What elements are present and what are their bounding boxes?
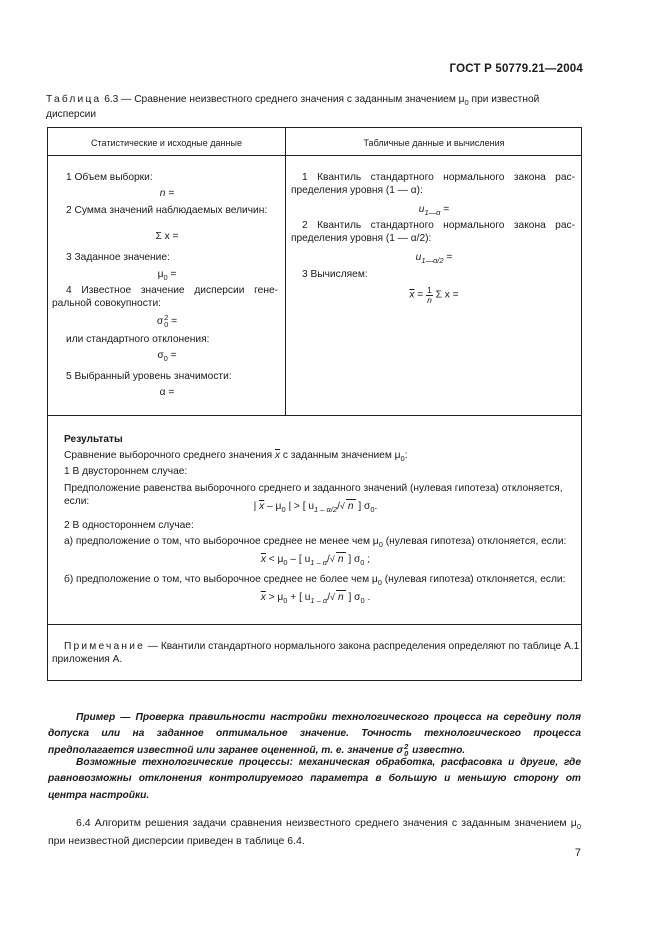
- right-item-1-eq: [288, 203, 580, 218]
- xbar-symbol: $\overline{x}$: [260, 554, 266, 565]
- left-item-3: 3 Заданное значение:: [66, 252, 170, 263]
- table-note: [64, 640, 579, 653]
- f2-part: /: [327, 554, 330, 565]
- right-item-2-eq: [288, 251, 580, 266]
- f2-sub: 0: [360, 558, 365, 567]
- u-symbol: u: [418, 204, 425, 215]
- mu-sub: 0: [378, 540, 383, 549]
- col-left-header: Статистические и исходные данные: [91, 138, 242, 148]
- f1-sub: 0: [370, 505, 375, 514]
- results-line1-a: Сравнение выборочного среднего значения: [64, 450, 275, 461]
- f2-part: ] σ: [345, 554, 361, 565]
- sigma-sub: 0: [164, 320, 169, 330]
- left-item-4-eq: [52, 314, 282, 328]
- formula-case-a: [48, 552, 583, 568]
- standard-code: ГОСТ Р 50779.21—2004: [449, 63, 583, 75]
- sqrt-n: n: [337, 554, 344, 565]
- table-caption-text: 6.3 — Сравнение неизвестного среднего значения с заданным значением μ: [104, 94, 465, 105]
- mu-sub: 0: [163, 273, 168, 282]
- sum-x: Σ x =: [432, 289, 459, 301]
- eq-sign: =: [443, 252, 453, 263]
- right-item-1-line2: пределения уровня (1 — α):: [291, 185, 423, 196]
- fraction-denominator: n: [427, 294, 432, 305]
- results-line1-b: с заданным значением μ: [280, 450, 401, 461]
- sigma-sup: 2: [404, 741, 409, 751]
- f3-part: + [ u: [287, 592, 311, 603]
- f1-part: ] σ: [355, 501, 371, 512]
- results-line1-c: :: [404, 450, 408, 461]
- col-right-header: Табличные данные и вычисления: [363, 138, 505, 148]
- left-item-4-alt-eq: [52, 349, 282, 364]
- f3-part: ] σ: [345, 592, 361, 603]
- formula-two-sided: [48, 499, 583, 515]
- right-item-2-line2: пределения уровня (1 — α/2):: [291, 233, 432, 244]
- comparison-table: [47, 127, 582, 681]
- xbar-symbol: $\overline{x}$: [274, 450, 281, 461]
- case-b-a: б) предположение о том, что выборочное среднее не более чем μ: [64, 574, 378, 585]
- left-item-4-alt: или стандартного отклонения:: [66, 334, 210, 345]
- table-caption-label: Таблица: [46, 94, 102, 105]
- eq-sign: =: [167, 350, 177, 361]
- case-b-text: [64, 573, 565, 588]
- mu-sub: 0: [400, 454, 405, 463]
- section-6-4: [48, 815, 581, 849]
- example-text-tail: известно.: [409, 744, 466, 756]
- results-line1: [64, 449, 408, 464]
- eq-sign: =: [414, 289, 427, 301]
- two-sided-heading: 1 В двустороннем случае:: [64, 466, 188, 477]
- left-item-1: 1 Объем выборки:: [66, 172, 153, 183]
- processes-paragraph: Возможные технологические процессы: механическая обработка, расфасовка и другие, где равновозможны отклонения контролируемого параметра в большую и меньшую сторону от центра настройки.: [48, 757, 581, 801]
- f1-sub: 1 – α/2: [314, 505, 338, 514]
- f1-part: – μ: [264, 501, 282, 512]
- xbar-symbol: $\overline{x}$: [409, 289, 415, 301]
- left-item-5: 5 Выбранный уровень значимости:: [66, 371, 232, 382]
- two-sided-text: Предположение равенства выборочного среднего и заданного значений (нулевая гипотеза) отклоняется, если:: [64, 483, 563, 508]
- table-column-divider: [285, 128, 286, 415]
- f3-sub: 0: [360, 596, 365, 605]
- fraction: [426, 286, 433, 304]
- eq-sign: =: [440, 204, 450, 215]
- right-item-3-eq: [288, 286, 580, 304]
- f3-part: /: [327, 592, 331, 603]
- formula-case-b: [48, 590, 583, 606]
- table-note-divider: [48, 624, 581, 625]
- right-item-3: 3 Вычисляем:: [302, 269, 368, 280]
- example-text: Пример — Проверка правильности настройки технологического процесса на середину поля допуска или на заданное оптимальное значение. Точность технологического процесса предполагается известной или заранее оцененной, т. е. значение σ: [48, 712, 581, 756]
- one-sided-heading: 2 В одностороннем случае:: [64, 520, 194, 531]
- right-item-2-line1: 2 Квантиль стандартного нормального закона рас-: [302, 220, 575, 231]
- f1-part: | > [ u: [285, 501, 315, 512]
- case-b-tail: (нулевая гипотеза) отклоняется, если:: [381, 574, 566, 585]
- note-text: — Квантили стандартного нормального закона распределения определяют по таблице А.1: [144, 641, 580, 652]
- table-header-divider: [48, 155, 581, 156]
- mu-symbol: μ: [157, 269, 164, 280]
- f1-part: /: [337, 501, 340, 512]
- f1-sub: 0: [281, 505, 286, 514]
- f3-sub: 0: [283, 596, 288, 605]
- section-text-tail: при неизвестной дисперсии приведен в таблице 6.4.: [48, 834, 305, 847]
- eq-sign: =: [168, 315, 178, 327]
- f1-part: .: [374, 501, 378, 512]
- table-note-line2: приложения А.: [52, 654, 123, 665]
- sqrt-sign: √: [329, 554, 335, 564]
- example-paragraph: [48, 710, 581, 759]
- left-item-4-line1: 4 Известное значение дисперсии гене-: [66, 285, 278, 296]
- xbar-symbol: $\overline{x}$: [259, 501, 265, 512]
- u-sub: 1—α/2: [421, 256, 444, 265]
- right-item-1-line1: 1 Квантиль стандартного нормального закона рас-: [302, 172, 575, 183]
- left-item-1-eq: n =: [159, 188, 175, 199]
- case-a-tail: (нулевая гипотеза) отклоняется, если:: [382, 536, 567, 547]
- f2-sub: 0: [283, 558, 288, 567]
- left-item-2-eq: Σ x =: [155, 231, 179, 242]
- sigma-sup: 2: [164, 313, 169, 322]
- results-title: Результаты: [64, 434, 123, 445]
- page-number: 7: [574, 847, 581, 859]
- f2-sub: 1 – α: [310, 558, 328, 567]
- f2-part: – [ u: [287, 554, 311, 565]
- f2-part: ;: [364, 554, 371, 565]
- caption-tail: при известной дисперсии: [46, 94, 540, 120]
- u-symbol: u: [415, 252, 422, 263]
- f3-sub: 1 – α: [310, 596, 328, 605]
- case-a-a: а) предположение о том, что выборочное среднее не менее чем μ: [64, 536, 379, 547]
- f1-part: |: [253, 501, 260, 512]
- mu-sub: 0: [576, 822, 581, 831]
- fraction-numerator: 1: [427, 285, 432, 295]
- note-label: Примечание: [64, 641, 145, 652]
- f3-part: > μ: [265, 592, 284, 603]
- sigma-sub: 0: [404, 748, 409, 758]
- caption-sub: 0: [464, 98, 469, 107]
- table-caption: [46, 93, 586, 121]
- mu-sub: 0: [377, 578, 382, 587]
- case-a-text: [64, 535, 566, 550]
- table-results-divider: [48, 415, 581, 416]
- sigma-symbol: σ: [157, 350, 164, 361]
- left-item-4-line2: ральной совокупности:: [52, 298, 161, 309]
- u-sub: 1—α: [424, 208, 441, 217]
- sqrt-n: n: [347, 501, 354, 512]
- section-text: 6.4 Алгоритм решения задачи сравнения неизвестного среднего значения с заданным значением μ: [76, 817, 577, 829]
- f2-part: < μ: [265, 554, 284, 565]
- sqrt-sign: √: [339, 501, 345, 511]
- xbar-symbol: $\overline{x}$: [260, 592, 266, 603]
- sigma-sub: 0: [163, 354, 168, 363]
- sigma-symbol: σ: [156, 315, 164, 327]
- sqrt-n: n: [337, 592, 344, 603]
- eq-sign: =: [167, 269, 177, 280]
- left-item-2: 2 Сумма значений наблюдаемых величин:: [66, 205, 268, 216]
- left-item-5-eq: α =: [159, 387, 175, 398]
- left-item-3-eq: [52, 268, 282, 283]
- f3-part: .: [364, 592, 371, 603]
- sqrt-sign: √: [330, 592, 335, 602]
